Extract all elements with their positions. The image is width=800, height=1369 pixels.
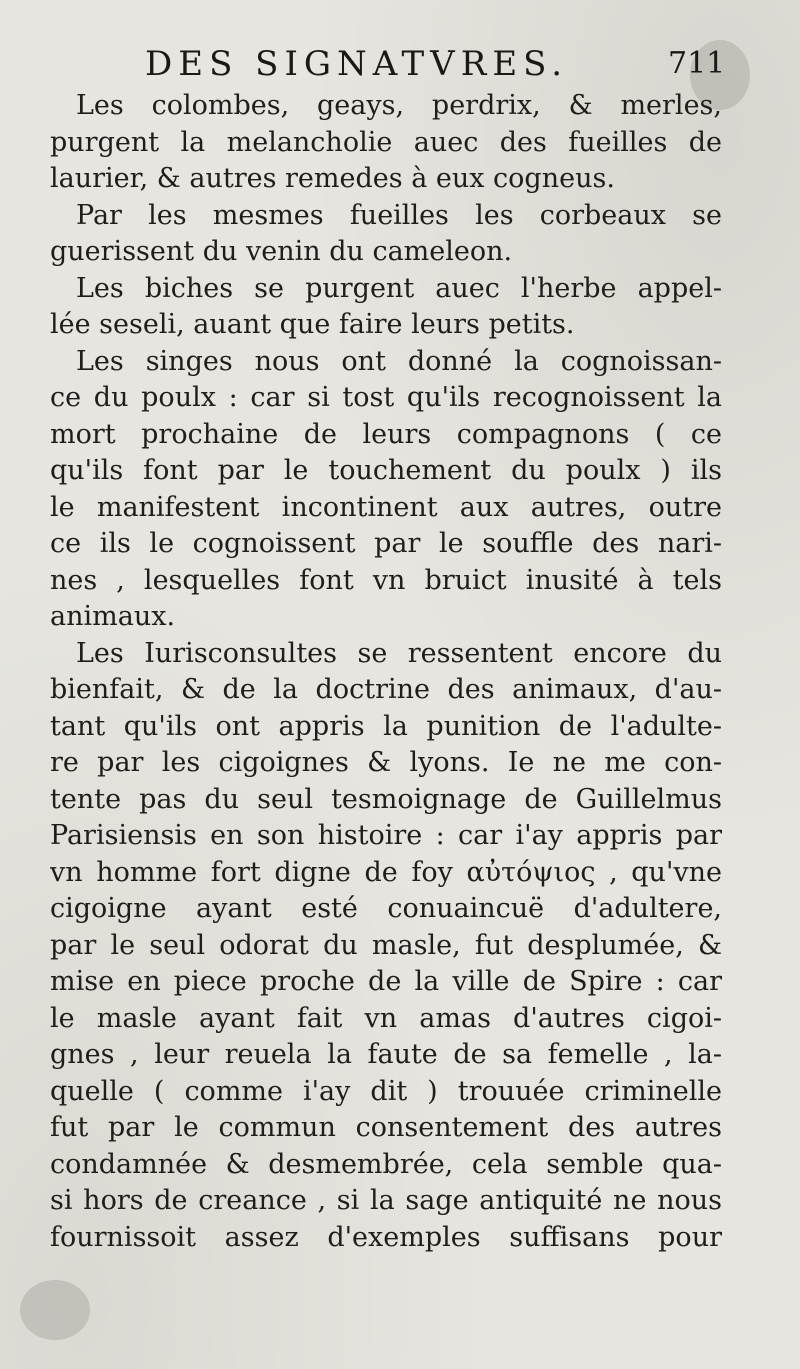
text-line: vn homme fort digne de foy αὐτόψιος , qu'vne — [50, 856, 722, 888]
text-line: par le seul odorat du masle, fut desplumée, & — [50, 929, 722, 961]
text-line: le manifestent incontinent aux autres, outre — [50, 491, 722, 523]
text-line: mise en piece proche de la ville de Spire : car — [50, 966, 722, 997]
text-line: si hors de creance , si la sage antiquité ne nous — [50, 1185, 722, 1216]
running-title: DES SIGNATVRES. — [145, 44, 569, 84]
text-line: bienfait, & de la doctrine des animaux, d'au- — [50, 674, 722, 705]
text-line: qu'ils font par le touchement du poulx ) ils — [50, 455, 722, 486]
text-line: Parisiensis en son histoire : car i'ay appris par — [50, 820, 722, 851]
text-line: Les singes nous ont donné la cognoissan- — [76, 345, 722, 377]
text-line: cigoigne ayant esté conuaincuë d'adultere, — [50, 893, 722, 924]
page-number: 711 — [668, 46, 726, 81]
text-line: tente pas du seul tesmoignage de Guillelmus — [50, 783, 722, 815]
text-line: Par les mesmes fueilles les corbeaux se — [76, 199, 722, 231]
text-line: guerissent du venin du cameleon. — [50, 236, 513, 267]
text-line: fut par le commun consentement des autres — [50, 1112, 722, 1143]
text-line: tant qu'ils ont appris la punition de l'adulte- — [50, 710, 722, 742]
text-line: purgent la melancholie auec des fueilles de — [50, 126, 722, 158]
text-line: quelle ( comme i'ay dit ) trouuée criminelle — [50, 1075, 722, 1107]
text-line: re par les cigoignes & lyons. Ie ne me con- — [50, 747, 722, 778]
text-line: ce du poulx : car si tost qu'ils recognoissent la — [50, 382, 722, 413]
text-line: ce ils le cognoissent par le souffle des nari- — [50, 528, 722, 559]
text-line: Les biches se purgent auec l'herbe appel- — [76, 272, 722, 304]
body-text — [50, 88, 722, 1256]
text-line: gnes , leur reuela la faute de sa femelle , la- — [50, 1039, 722, 1070]
paper-stain — [20, 1280, 90, 1340]
text-line: mort prochaine de leurs compagnons ( ce — [50, 418, 722, 450]
text-line: nes , lesquelles font vn bruict inusité à tels — [50, 564, 722, 596]
text-line: fournissoit assez d'exemples suffisans pour — [50, 1221, 722, 1253]
text-line: condamnée & desmembrée, cela semble qua- — [50, 1148, 722, 1180]
text-line: laurier, & autres remedes à eux cogneus. — [50, 163, 615, 194]
text-line: animaux. — [50, 601, 176, 632]
page-header — [0, 44, 800, 92]
text-line: Les Iurisconsultes se ressentent encore du — [76, 637, 722, 669]
text-line: lée seseli, auant que faire leurs petits. — [50, 309, 575, 340]
text-line: Les colombes, geays, perdrix, & merles, — [76, 90, 722, 121]
text-line: le masle ayant fait vn amas d'autres cigoi- — [50, 1002, 722, 1034]
